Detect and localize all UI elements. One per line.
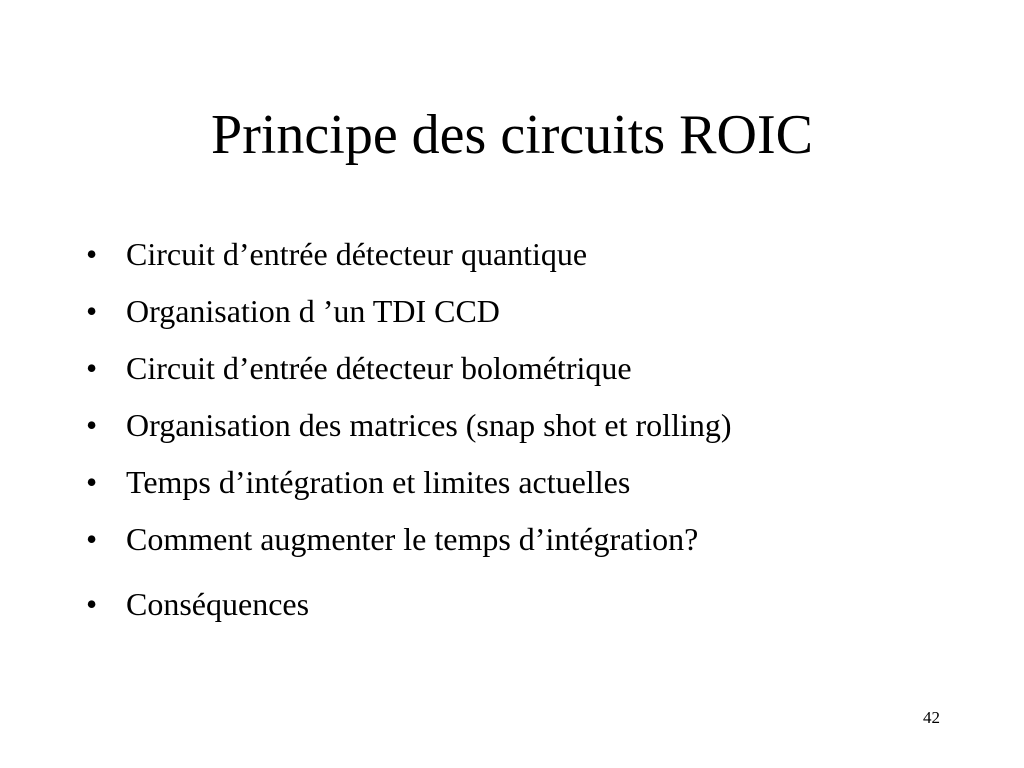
page-number: 42 [923, 708, 940, 727]
slide-title: Principe des circuits ROIC [211, 104, 813, 166]
bullet-text: Circuit d’entrée détecteur quantique [126, 236, 588, 272]
bullet-icon: • [86, 293, 98, 329]
bullet-icon: • [86, 407, 98, 443]
bullet-icon: • [86, 236, 98, 272]
bullet-icon: • [86, 350, 98, 386]
bullet-text: Organisation d ’un TDI CCD [126, 293, 500, 329]
bullet-icon: • [86, 521, 98, 557]
bullet-text: Comment augmenter le temps d’intégration? [126, 521, 699, 557]
bullet-text: Circuit d’entrée détecteur bolométrique [126, 350, 632, 386]
bullet-text: Temps d’intégration et limites actuelles [126, 464, 631, 500]
bullet-text: Organisation des matrices (snap shot et rolling) [126, 407, 732, 443]
bullet-text: Conséquences [126, 586, 310, 622]
bullet-icon: • [86, 464, 98, 500]
bullet-icon: • [86, 586, 98, 622]
